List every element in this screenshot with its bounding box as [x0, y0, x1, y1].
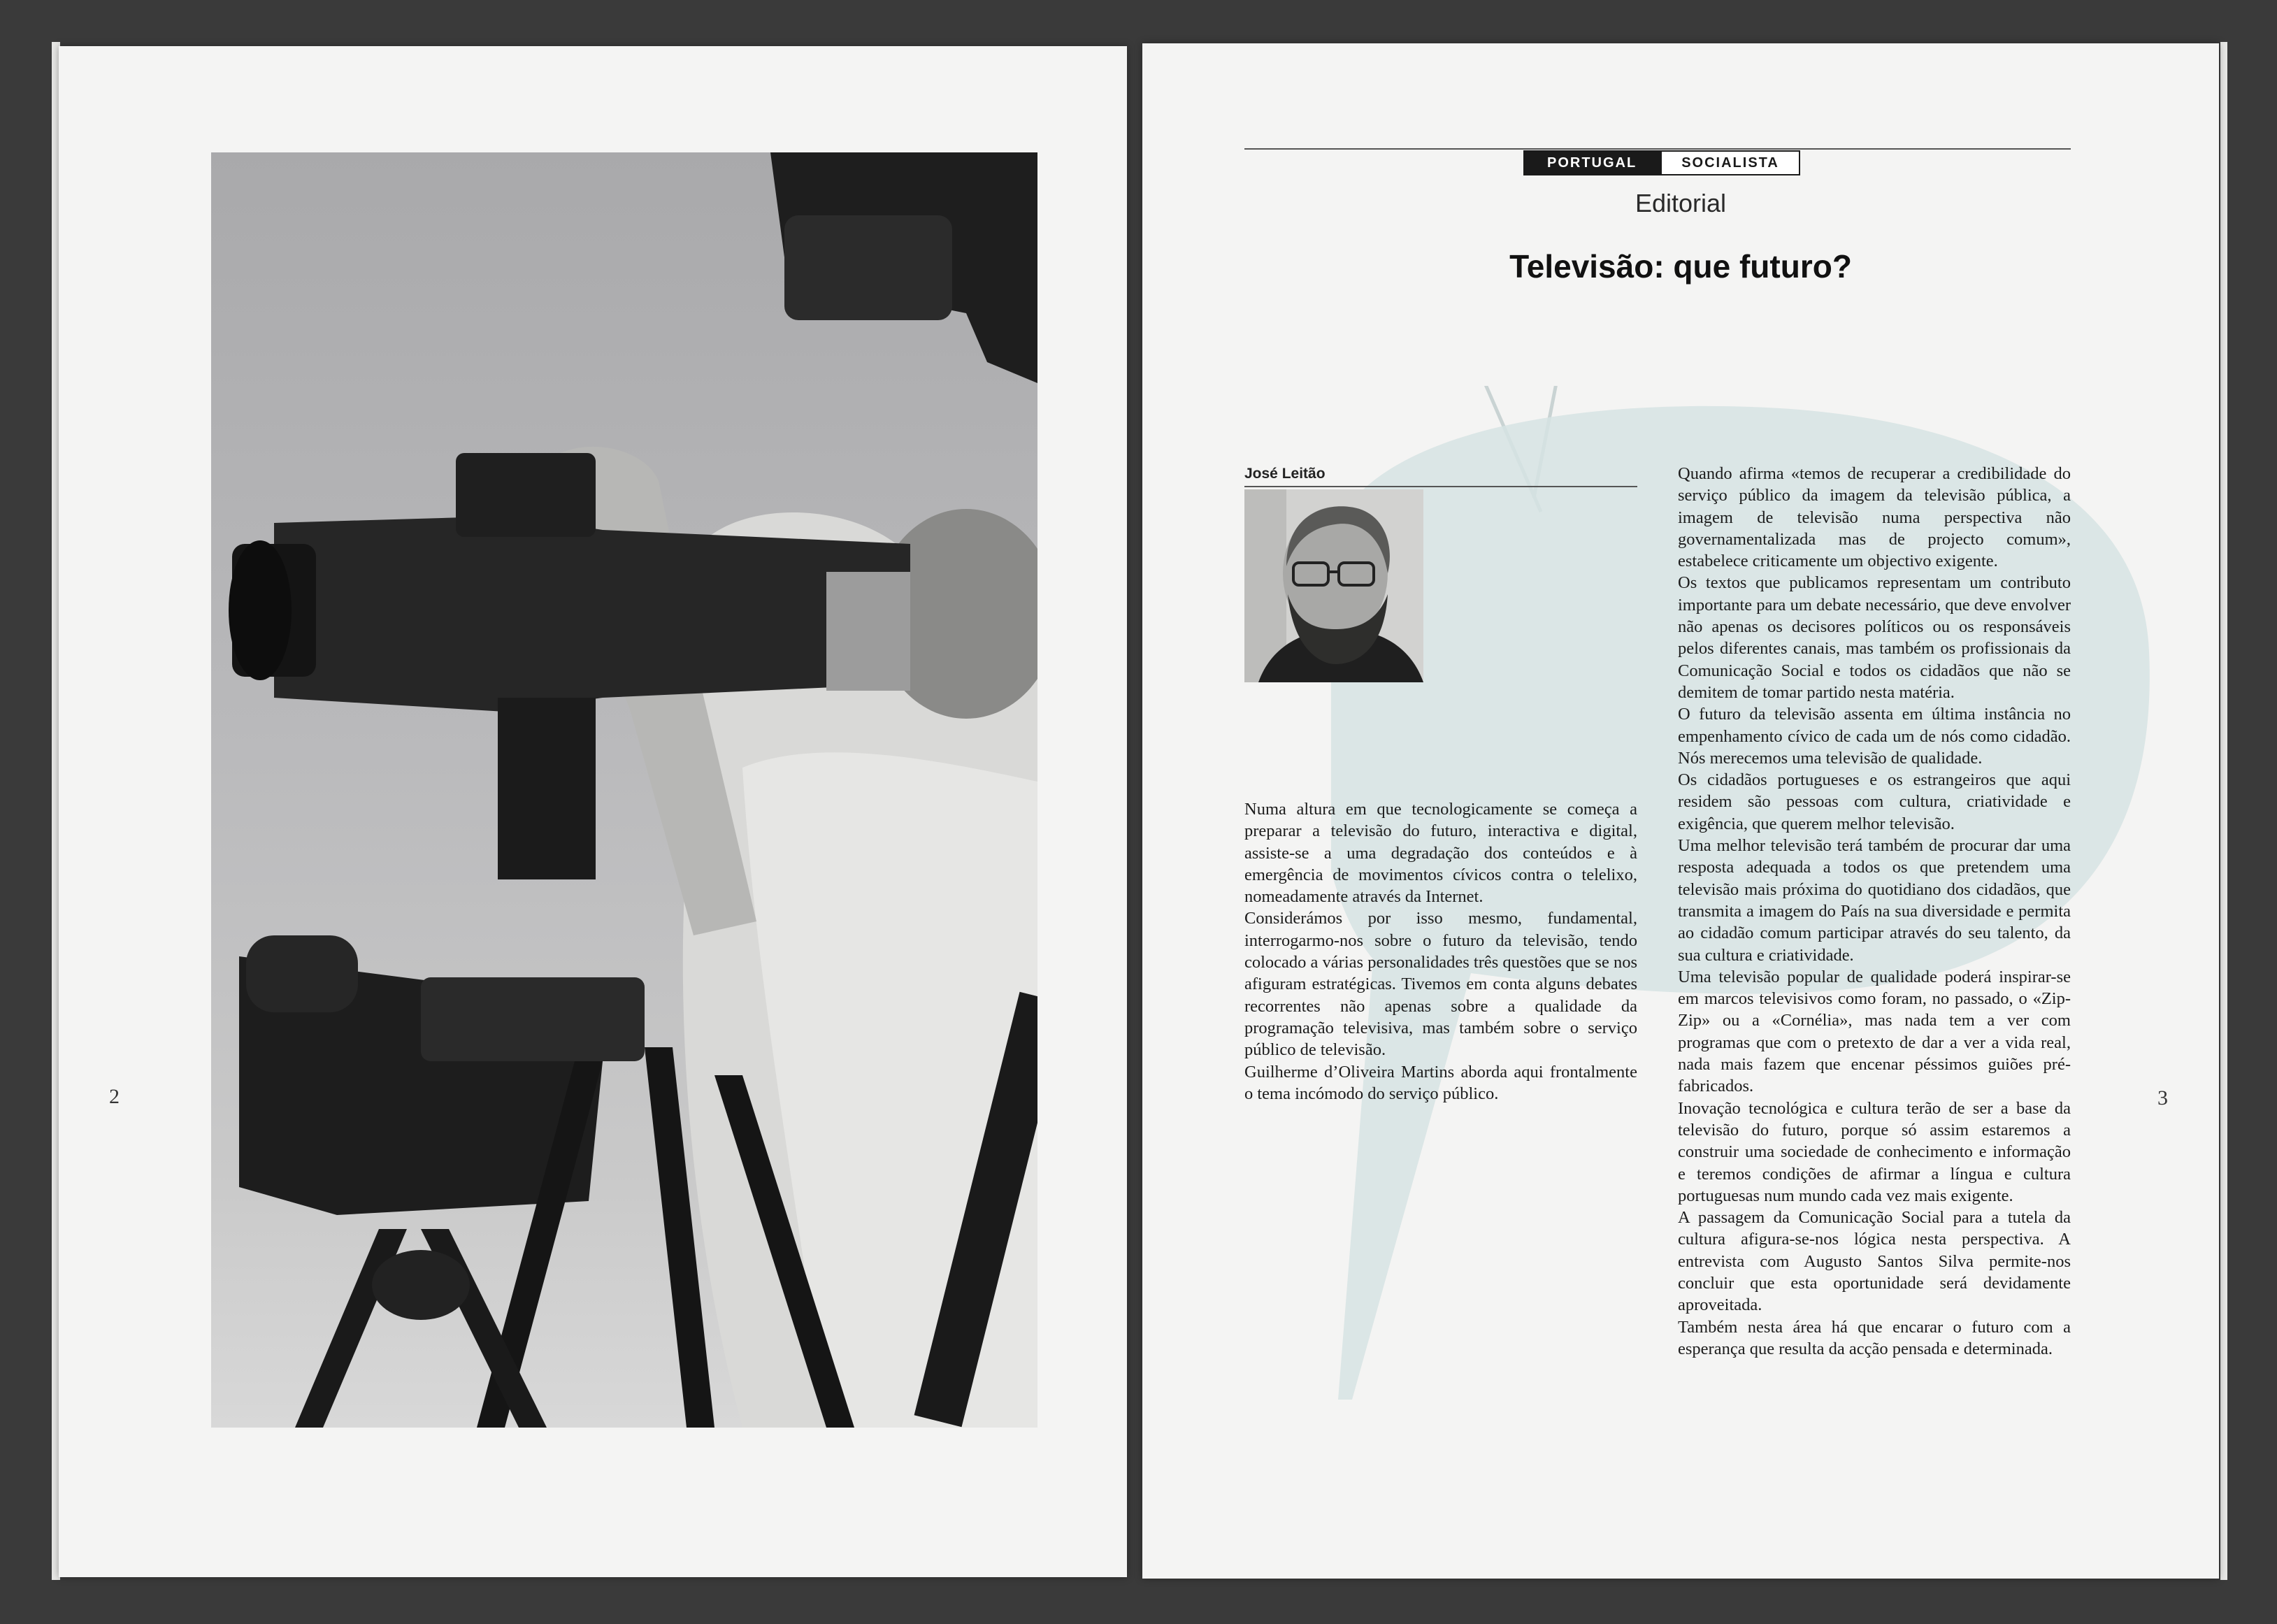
- paragraph: A passagem da Comunicação Social para a tutela da cultura afigura-se-nos lógica nesta perspectiva. A entrevista com Augusto Santos Silva permite-nos concluir que esta oportunidade será devidamente aproveitada.: [1678, 1208, 2071, 1315]
- paragraph: Quando afirma «temos de recuperar a credibilidade do serviço público da imagem da televisão pública, a imagem de televisão numa perspectiva não governamentalizada mas de projecto comum», estabelece criticamente um objectivo exigente.: [1678, 464, 2071, 571]
- author-portrait: [1244, 489, 1423, 682]
- article-column-left: [1244, 798, 1637, 1105]
- page-edge-right: [2220, 42, 2227, 1580]
- paragraph: Também nesta área há que encarar o futuro com a esperança que resulta da acção pensada e determinada.: [1678, 1317, 2071, 1358]
- article-column-right: [1678, 463, 2071, 1360]
- left-page: [59, 46, 1127, 1577]
- page-number-left: 2: [109, 1085, 120, 1108]
- paragraph: Os cidadãos portugueses e os estrangeiros que aqui residem são pessoas com cultura, criatividade e exigência, que querem melhor televisão.: [1678, 770, 2071, 833]
- header-rule: [1244, 148, 2071, 150]
- masthead-portugal: PORTUGAL: [1523, 150, 1660, 175]
- paragraph: Uma melhor televisão terá também de procurar dar uma resposta adequada a todos os que pretendem uma televisão mais próxima do quotidiano dos cidadãos, que transmita a imagem do País na sua diversidade e permita ao cidadão comum participar através do seu talento, da sua cultura e criatividade.: [1678, 836, 2071, 965]
- paragraph: Os textos que publicamos representam um contributo importante para um debate necessário, que deve envolver não apenas os decisores políticos ou os responsáveis pelos diferentes canais, mas também os profissionais da Comunicação Social e todos os cidadãos que não se demitem de tomar partido nesta matéria.: [1678, 573, 2071, 702]
- article-title: Televisão: que futuro?: [1509, 248, 1852, 285]
- section-label: Editorial: [1635, 189, 1727, 217]
- paragraph: Uma televisão popular de qualidade poderá inspirar-se em marcos televisivos como foram, no passado, o «Zip-Zip» ou a «Cornélia», mas nada tem a ver com programas que com o pretexto de dar a ver a vida real, nada mais fazem que encenar péssimos guiões pré-fabricados.: [1678, 967, 2071, 1096]
- author-rule: [1244, 486, 1637, 487]
- author-name: José Leitão: [1244, 466, 1326, 482]
- right-page: [1142, 43, 2219, 1579]
- paragraph: Considerámos por isso mesmo, fundamental, interrogarmo-nos sobre o futuro da televisão, tendo colocado a várias personalidades três questões que se nos afiguram estratégicas. Tivemos em conta alguns debates recorrentes não apenas sobre a qualidade da programação televisiva, mas também sobre o serviço público de televisão.: [1244, 909, 1637, 1060]
- page-number-right: 3: [2157, 1086, 2168, 1109]
- camera-operator-photo: [211, 152, 1037, 1428]
- paragraph: Inovação tecnológica e cultura terão de ser a base da televisão do futuro, porque só assim estaremos a construir uma sociedade de conhecimento e informação e teremos condições de afirmar a língua e cultura portuguesas num mundo cada vez mais exigente.: [1678, 1098, 2071, 1205]
- paragraph: Guilherme d’Oliveira Martins aborda aqui frontalmente o tema incómodo do serviço público.: [1244, 1062, 1637, 1103]
- masthead-socialista: SOCIALISTA: [1660, 150, 1800, 175]
- masthead: [1523, 150, 1800, 175]
- paragraph: O futuro da televisão assenta em última instância no empenhamento cívico de cada um de nós como cidadão. Nós merecemos uma televisão de qualidade.: [1678, 705, 2071, 768]
- paragraph: Numa altura em que tecnologicamente se começa a preparar a televisão do futuro, interactiva e digital, assiste-se a uma degradação dos conteúdos e à emergência de movimentos cívicos contra o telelixo, nomeadamente através da Internet.: [1244, 800, 1637, 907]
